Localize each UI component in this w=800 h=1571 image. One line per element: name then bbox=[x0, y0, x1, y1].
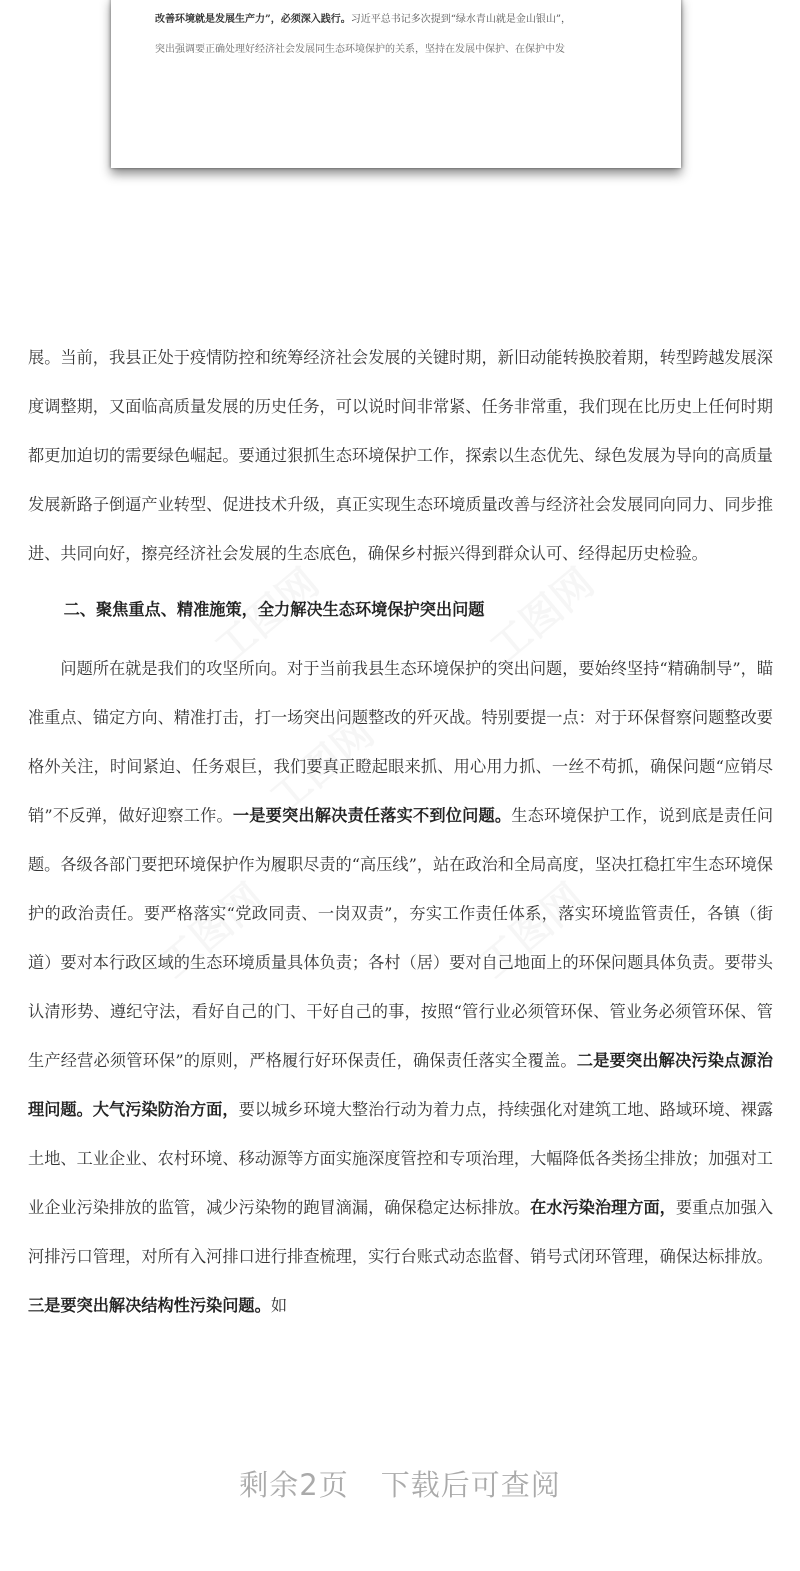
paragraph-text: 要重点加强入河排污口管理，对所有入河排口进行排查梳理，实行台账式动态监督、销号式闭环管理，确保达标排放。 bbox=[28, 1198, 774, 1266]
preview-line-1 bbox=[155, 10, 675, 25]
paragraph-text: 如 bbox=[270, 1296, 287, 1315]
download-to-view-label: 下载后可查阅 bbox=[380, 1468, 561, 1502]
document-body bbox=[28, 333, 773, 1330]
paragraph-continued: 展。当前，我县正处于疫情防控和统筹经济社会发展的关键时期，新旧动能转换胶着期，转型跨越发展深度调整期，又面临高质量发展的历史任务，可以说时间非常紧、任务非常重，我们现在比历史上任何时期都更加迫切的需要绿色崛起。要通过狠抓生态环境保护工作，探索以生态优先、绿色发展为导向的高质量发展新路子倒逼产业转型、促进技术升级，真正实现生态环境质量改善与经济社会发展同向同力、同步推进、共同向好，擦亮经济社会发展的生态底色，确保乡村振兴得到群众认可、经得起历史检验。 bbox=[28, 348, 773, 563]
remaining-pages-label: 剩余2页 bbox=[239, 1468, 349, 1502]
preview-line-1-text: 习近平总书记多次提到“绿水青山就是金山银山”， bbox=[350, 14, 571, 25]
paragraph-text: 问题所在就是我们的攻坚所向。对于当前我县生态环境保护的突出问题，要始终坚持“精确制导”，瞄准重点、锚定方向、精准打击，打一场突出问题整改的歼灭战。特别要提一点：对于环保督察问题整改要格外关注，时间紧迫、任务艰巨，我们要真正瞪起眼来抓、用心用力抓、一丝不苟抓，确保问题“应销尽销”不反弹，做好迎察工作。 bbox=[28, 659, 774, 825]
paragraph-bold-subpoint-air: 大气污染防治方面， bbox=[92, 1100, 239, 1119]
paragraph-bold-point-3: 三是要突出解决结构性污染问题。 bbox=[28, 1296, 271, 1315]
paragraph-bold-point-1: 一是要突出解决责任落实不到位问题。 bbox=[232, 806, 512, 825]
paragraph-bold-point-2: 二是要突出解决污染点源治理问题。 bbox=[28, 1051, 773, 1119]
preview-line-1-bold: 改善环境就是发展生产力”，必须深入践行。 bbox=[155, 14, 351, 25]
preview-page-card bbox=[111, 0, 681, 168]
paragraph-text: 生态环境保护工作，说到底是责任问题。各级各部门要把环境保护作为履职尽责的“高压线”，站在政治和全局高度，坚决扛稳扛牢生态环境保护的政治责任。要严格落实“党政同责、一岗双责”，夯实工作责任体系，落实环境监管责任，各镇（街道）要对本行政区域的生态环境质量具体负责；各村（居）要对自己地面上的环保问题具体负责。要带头认清形势、遵纪守法，看好自己的门、干好自己的事，按照“管行业必须管环保、管业务必须管环保、管生产经营必须管环保”的原则，严格履行好环保责任，确保责任落实全覆盖。 bbox=[28, 806, 774, 1070]
preview-line-2: 突出强调要正确处理好经济社会发展同生态环境保护的关系，坚持在发展中保护、在保护中发 bbox=[155, 44, 565, 55]
paragraph-text: 要以城乡环境大整治行动为着力点，持续强化对建筑工地、路域环境、裸露土地、工业企业、农村环境、移动源等方面实施深度管控和专项治理，大幅降低各类扬尘排放；加强对工业企业污染排放的监管，减少污染物的跑冒滴漏，确保稳定达标排放。 bbox=[28, 1100, 774, 1217]
remaining-pages-download-prompt[interactable] bbox=[0, 1463, 800, 1504]
paragraph-section-2 bbox=[28, 644, 773, 1330]
section-heading-2: 二、聚焦重点、精准施策，全力解决生态环境保护突出问题 bbox=[63, 600, 485, 619]
paragraph-bold-subpoint-water: 在水污染治理方面， bbox=[530, 1198, 676, 1217]
